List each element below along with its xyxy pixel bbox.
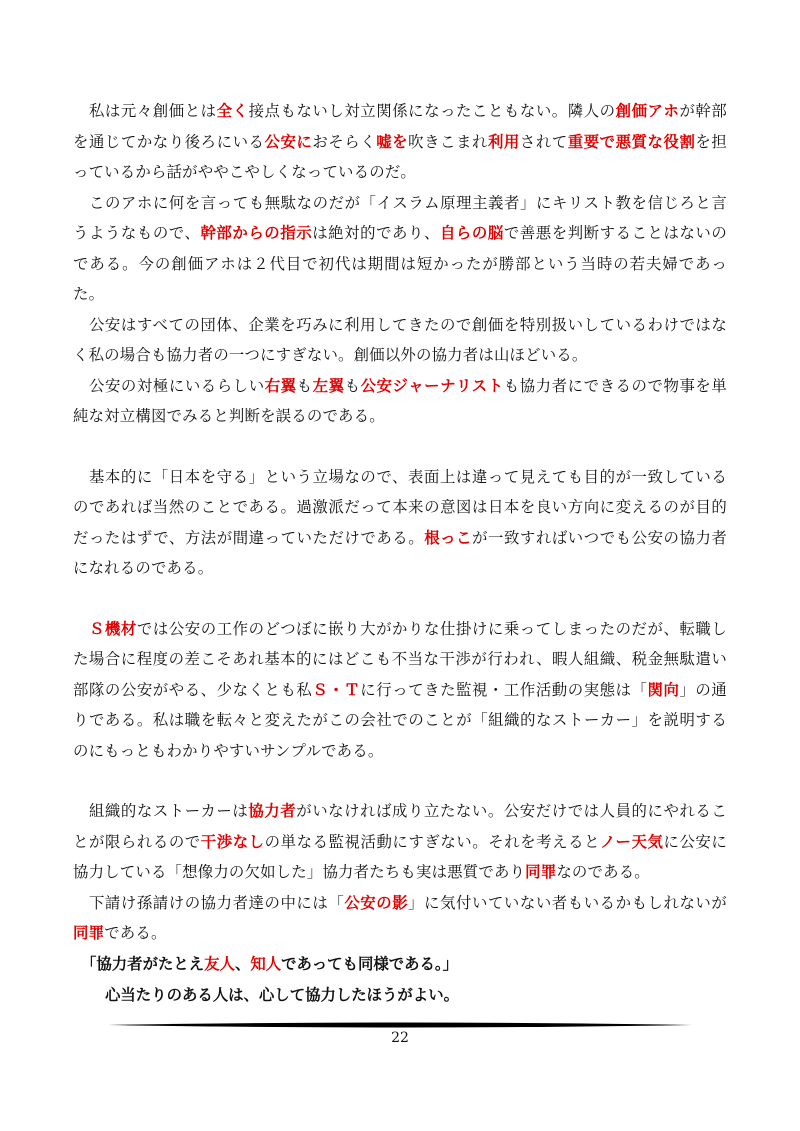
- highlighted-text: Ｓ・Ｔ: [312, 680, 361, 699]
- paragraph: [73, 188, 727, 310]
- paragraph-text: [73, 888, 727, 949]
- text-run: である。: [104, 924, 167, 942]
- text-run: 下請け孫請けの協力者達の中には「: [73, 893, 345, 912]
- highlighted-text: 嘘を: [376, 132, 409, 151]
- highlighted-text: 友人: [204, 954, 235, 973]
- paragraph-gap: [73, 766, 727, 796]
- closing-advice: 心当たりのある人は、心して協力したほうがよい。: [105, 985, 459, 1004]
- text-run: も: [344, 376, 361, 395]
- text-run: が一致すればいつでも公安の協力者になれるのである。: [73, 528, 727, 577]
- text-run: 吹きこまれ: [408, 132, 488, 151]
- text-run: 私は元々創価とは: [73, 102, 217, 120]
- paragraph-gap: [73, 584, 727, 614]
- text-run: なのである。: [556, 863, 650, 881]
- highlighted-text: 根っこ: [424, 528, 473, 547]
- text-run: であっても同様である。」: [281, 954, 458, 973]
- paragraph-text: [73, 462, 727, 584]
- highlighted-text: 関向: [647, 680, 680, 699]
- text-run: に公安に協力している「想像力の欠如した」協力者たちも実は悪質であり: [73, 832, 727, 881]
- highlighted-text: 右翼: [264, 376, 297, 395]
- text-run: は絶対的であり、: [312, 224, 440, 242]
- highlighted-text: Ｓ機材: [88, 619, 137, 638]
- highlighted-text: 同罪: [525, 863, 557, 881]
- highlighted-text: 幹部からの指示: [200, 224, 313, 242]
- body-text: [73, 96, 727, 949]
- paragraph-text: [73, 371, 727, 432]
- text-run: 組織的なストーカーは: [73, 802, 249, 820]
- highlighted-text: 自らの脳: [439, 224, 504, 242]
- highlighted-text: 創価アホ: [615, 102, 680, 120]
- text-run: されて: [519, 132, 568, 151]
- text-run: が幹部を通じてかなり後ろにいる: [73, 102, 727, 151]
- highlighted-text: 同罪: [73, 924, 105, 942]
- highlighted-text: 左翼: [312, 376, 345, 395]
- text-run: 」に気付いていない者もいるかもしれないが: [408, 893, 727, 912]
- text-run: も協力者にできるので物事を単純な対立構図でみると判断を誤るのである。: [73, 376, 727, 425]
- text-run: がいなければ成り立たない。公安だけでは人員的にやれることが限られるので: [73, 802, 727, 851]
- highlighted-text: 利用: [487, 132, 520, 151]
- paragraph: [73, 614, 727, 767]
- paragraph: [73, 310, 727, 371]
- text-run: を担っているから話がややこやしくなっているのだ。: [73, 132, 727, 181]
- paragraph: [73, 96, 727, 188]
- text-run: 公安の対極にいるらしい: [73, 376, 265, 395]
- highlighted-text: 重要で悪質な役割: [567, 132, 696, 151]
- text-run: 基本的に「日本を守る」という立場なので、表面上は違って見えても目的が一致しているのであれば当然のことである。過激派だって本来の意図は日本を良い方向に変えるのが目的だったはずで、方法が間違っていただけである。: [73, 467, 727, 547]
- paragraph: [73, 371, 727, 432]
- text-run: 公安はすべての団体、企業を巧みに利用してきたので創価を特別扱いしているわけではなく私の場合も協力者の一つにすぎない。創価以外の協力者は山ほどいる。: [73, 315, 727, 364]
- text-run: 、: [234, 954, 251, 973]
- paragraph-text: [73, 614, 727, 767]
- highlighted-text: 知人: [250, 954, 282, 973]
- text-run: では公安の工作のどつぼに嵌り大がかりな仕掛けに乗ってしまったのだが、転職した場合に程度の差こそあれ基本的にはどこも不当な干渉が行われ、暇人組織、税金無駄遣い部隊の公安がやる、少なくとも私: [73, 619, 727, 699]
- closing-quote: [73, 949, 727, 980]
- text-run: で善悪を判断することはないのである。今の創価アホは２代目で初代は期間は短かったが勝部という当時の若夫婦であった。: [73, 224, 727, 303]
- page-number: 22: [391, 1030, 409, 1046]
- paragraph-text: [73, 796, 727, 888]
- text-run: 接点もないし対立関係になったこともない。隣人の: [248, 102, 616, 120]
- paragraph-gap: [73, 432, 727, 462]
- text-run: も: [296, 376, 313, 395]
- highlighted-text: 干渉なし: [200, 832, 265, 851]
- highlighted-text: ノー天気: [600, 832, 664, 851]
- text-run: 「協力者がたとえ: [81, 954, 205, 973]
- paragraph-text: [73, 188, 727, 310]
- page-body: [73, 96, 727, 1011]
- text-run: の単なる監視活動にすぎない。それを考えると: [264, 832, 601, 851]
- text-run: このアホに何を言っても無駄なのだが「イスラム原理主義者」にキリスト教を信じろと言うようなもので、: [73, 193, 727, 242]
- highlighted-text: 全く: [216, 102, 249, 120]
- paragraph-text: [73, 310, 727, 371]
- paragraph: [73, 888, 727, 949]
- text-run: に行ってきた監視・工作活動の実態は「: [360, 680, 648, 699]
- text-run: おそらく: [312, 132, 377, 151]
- highlighted-text: 公安ジャーナリスト: [360, 376, 504, 395]
- highlighted-text: 協力者: [248, 802, 297, 820]
- paragraph-text: [73, 96, 727, 188]
- paragraph: [73, 462, 727, 584]
- paragraph: [73, 796, 727, 888]
- highlighted-text: 公安に: [264, 132, 313, 151]
- text-run: [73, 620, 89, 638]
- text-run: 」の通りである。私は職を転々と変えたがこの会社でのことが「組織的なストーカー」を説明するのにもっともわかりやすいサンプルである。: [73, 680, 727, 760]
- highlighted-text: 公安の影: [344, 893, 409, 912]
